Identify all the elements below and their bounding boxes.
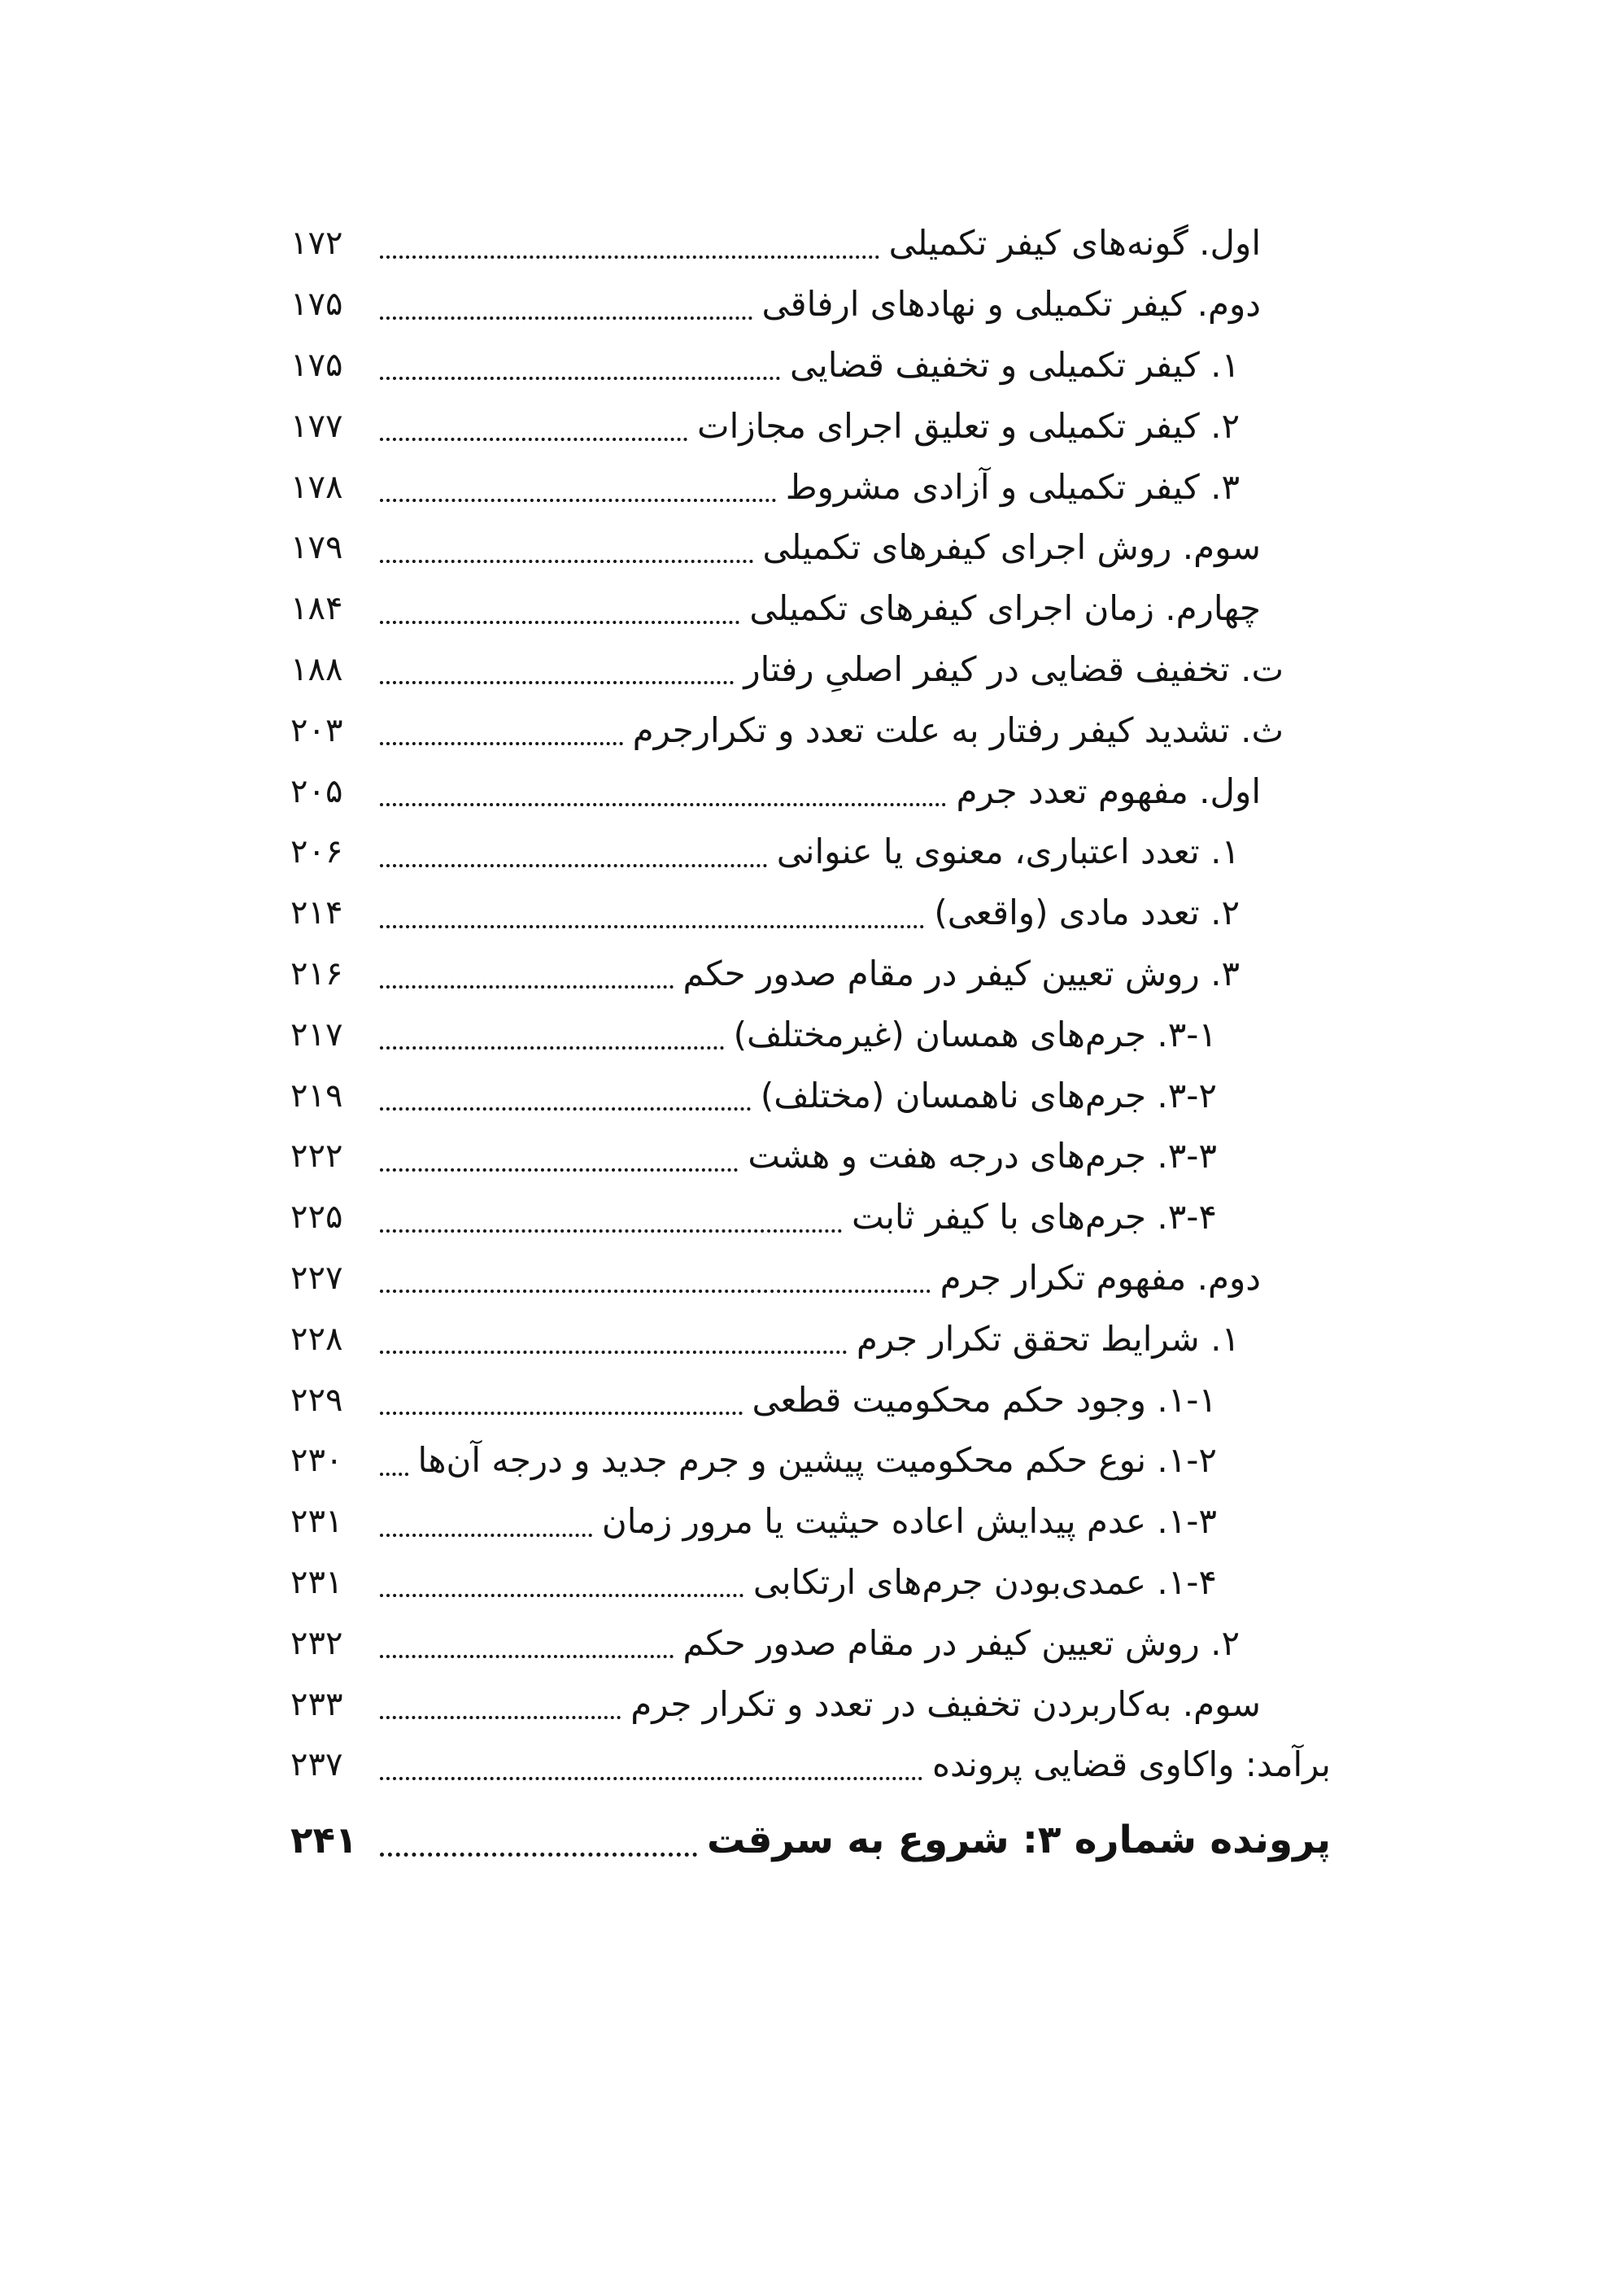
toc-entry [290, 1308, 1331, 1369]
dot-leader [380, 438, 687, 441]
dot-leader [380, 1473, 408, 1476]
toc-entry-title: ۲. روش تعیین کیفر در مقام صدور حکم [682, 1622, 1240, 1663]
toc-entry-title: اول. گونه‌های کیفر تکمیلی [888, 223, 1261, 264]
toc-entry-page-number: ۲۲۲ [290, 1137, 343, 1176]
toc-entry-title: اول. مفهوم تعدد جرم [956, 770, 1261, 811]
toc-entry-page-number: ۲۳۱ [290, 1503, 343, 1541]
toc-entry-title: ۱-۱. وجود حکم محکومیت قطعی [752, 1379, 1217, 1420]
toc-entry-title: ۱-۴. عمدی‌بودن جرم‌های ارتکابی [752, 1561, 1217, 1602]
toc-entry [290, 1613, 1331, 1674]
toc-entry [290, 1065, 1331, 1126]
toc-entry [290, 335, 1331, 396]
dot-leader [380, 377, 780, 380]
toc-entry-title: پرونده شماره ۳: شروع به سرقت [706, 1818, 1331, 1863]
toc-entry-page-number: ۲۲۵ [290, 1198, 343, 1237]
toc-entry-page-number: ۲۲۹ [290, 1381, 343, 1419]
toc-entry-page-number: ۲۱۶ [290, 954, 343, 993]
toc-entry [290, 700, 1331, 761]
toc-entry-page-number: ۲۳۲ [290, 1624, 343, 1662]
toc-entry [290, 1552, 1331, 1613]
toc-entry [290, 456, 1331, 517]
dot-leader [380, 1168, 738, 1172]
toc-entry [290, 1807, 1331, 1874]
toc-entry-title: برآمد: واکاوی قضایی پرونده [931, 1744, 1331, 1785]
dot-leader [380, 864, 767, 867]
toc-entry-page-number: ۱۷۹ [290, 529, 343, 567]
toc-entry-title: ۲. کیفر تکمیلی و تعلیق اجرای مجازات [697, 405, 1240, 446]
dot-leader [380, 803, 946, 806]
dot-leader [380, 560, 753, 563]
toc-entry-page-number: ۲۳۷ [290, 1746, 343, 1784]
dot-leader [380, 1412, 743, 1415]
toc-entry-title: ۳-۳. جرم‌های درجه هفت و هشت [748, 1136, 1217, 1176]
dot-leader [380, 621, 739, 624]
toc-entry [290, 1491, 1331, 1552]
toc-entry [290, 944, 1331, 1005]
toc-entry [290, 1248, 1331, 1309]
toc-entry [290, 1430, 1331, 1491]
toc-entry-title: دوم. مفهوم تکرار جرم [940, 1257, 1261, 1298]
toc-entry [290, 1004, 1331, 1065]
toc-entry-title: ۱-۲. نوع حکم محکومیت پیشین و جرم جدید و درجه آن‌ها [417, 1440, 1217, 1481]
toc-entry-page-number: ۲۰۵ [290, 772, 343, 810]
toc-entry-title: ۳-۱. جرم‌های همسان (غیرمختلف) [733, 1014, 1217, 1054]
toc-entry-page-number: ۱۷۷ [290, 407, 343, 445]
toc-entry [290, 883, 1331, 944]
dot-leader [380, 1046, 724, 1050]
toc-entry [290, 274, 1331, 335]
toc-entry [290, 1369, 1331, 1430]
toc-entry-title: ۳. کیفر تکمیلی و آزادی مشروط [785, 466, 1240, 507]
dot-leader [380, 1290, 931, 1293]
toc-entry-title: ۱. شرایط تحقق تکرار جرم [856, 1318, 1240, 1359]
toc-entry-title: ۳-۲. جرم‌های ناهمسان (مختلف) [760, 1075, 1217, 1115]
dot-leader [380, 1229, 842, 1233]
toc-entry-page-number: ۲۳۰ [290, 1442, 343, 1480]
toc-entry-page-number: ۱۷۵ [290, 286, 343, 324]
toc-entry [290, 1126, 1331, 1187]
toc-entry [290, 213, 1331, 274]
toc-entry-page-number: ۱۷۸ [290, 468, 343, 506]
toc-entry-page-number: ۲۲۸ [290, 1320, 343, 1358]
toc-entry [290, 578, 1331, 639]
toc-entry-title: ۱-۳. عدم پیدایش اعاده حیثیت یا مرور زمان [601, 1501, 1217, 1542]
toc-entry-page-number: ۱۸۸ [290, 650, 343, 688]
dot-leader [380, 742, 623, 745]
dot-leader [380, 925, 924, 928]
toc-entry-title: ۳-۴. جرم‌های با کیفر ثابت [852, 1197, 1217, 1237]
toc-entry-page-number: ۱۷۲ [290, 225, 343, 263]
toc-entry-title: ث. تشدید کیفر رفتار به علت تعدد و تکرارجرم [632, 709, 1284, 750]
dot-leader [380, 1594, 743, 1597]
toc-entry-page-number: ۱۷۵ [290, 346, 343, 384]
toc-entry [290, 822, 1331, 883]
toc-entry-title: دوم. کیفر تکمیلی و نهادهای ارفاقی [761, 284, 1261, 325]
dot-leader [380, 1777, 922, 1780]
toc-entry-title: ۱. تعدد اعتباری، معنوی یا عنوانی [776, 832, 1240, 872]
toc-entry-title: ت. تخفیف قضایی در کیفر اصلیِ رفتار [743, 648, 1284, 689]
toc-entry-page-number: ۲۱۹ [290, 1076, 343, 1115]
dot-leader [380, 1655, 674, 1658]
dot-leader [380, 316, 752, 320]
toc-entry-page-number: ۲۳۳ [290, 1685, 343, 1723]
dot-leader [380, 681, 734, 684]
toc-entry-page-number: ۲۱۴ [290, 894, 343, 932]
toc-entry [290, 639, 1331, 701]
toc-entry-page-number: ۱۸۴ [290, 590, 343, 628]
toc-entry-page-number: ۲۰۶ [290, 833, 343, 871]
toc-entry [290, 761, 1331, 822]
dot-leader [380, 255, 879, 259]
toc-entry [290, 1735, 1331, 1796]
toc-entry-title: ۱. کیفر تکمیلی و تخفیف قضایی [790, 344, 1240, 385]
dot-leader [380, 985, 674, 989]
toc-entry-page-number: ۲۰۳ [290, 711, 343, 749]
toc-entry-title: چهارم. زمان اجرای کیفرهای تکمیلی [749, 588, 1261, 629]
document-page [0, 213, 1609, 2296]
toc-entry-title: سوم. روش اجرای کیفرهای تکمیلی [762, 527, 1261, 568]
toc-entry-page-number: ۲۴۱ [290, 1818, 358, 1862]
toc-entry-page-number: ۲۳۱ [290, 1563, 343, 1601]
toc-entry-title: ۳. روش تعیین کیفر در مقام صدور حکم [682, 953, 1240, 993]
toc-entry [290, 1187, 1331, 1248]
dot-leader [380, 499, 776, 502]
toc-entry-page-number: ۲۲۷ [290, 1259, 343, 1297]
dot-leader [380, 1716, 621, 1719]
toc-entry [290, 395, 1331, 456]
toc-entry-title: ۲. تعدد مادی (واقعی) [934, 893, 1240, 933]
toc-entry [290, 517, 1331, 578]
dot-leader [380, 1351, 847, 1354]
dot-leader [380, 1534, 592, 1537]
dot-leader [380, 1853, 697, 1857]
dot-leader [380, 1107, 751, 1111]
toc-entry [290, 1674, 1331, 1735]
toc-entry-page-number: ۲۱۷ [290, 1015, 343, 1054]
table-of-contents [290, 213, 1331, 1874]
toc-entry-title: سوم. به‌کاربردن تخفیف در تعدد و تکرار جرم [630, 1683, 1261, 1724]
